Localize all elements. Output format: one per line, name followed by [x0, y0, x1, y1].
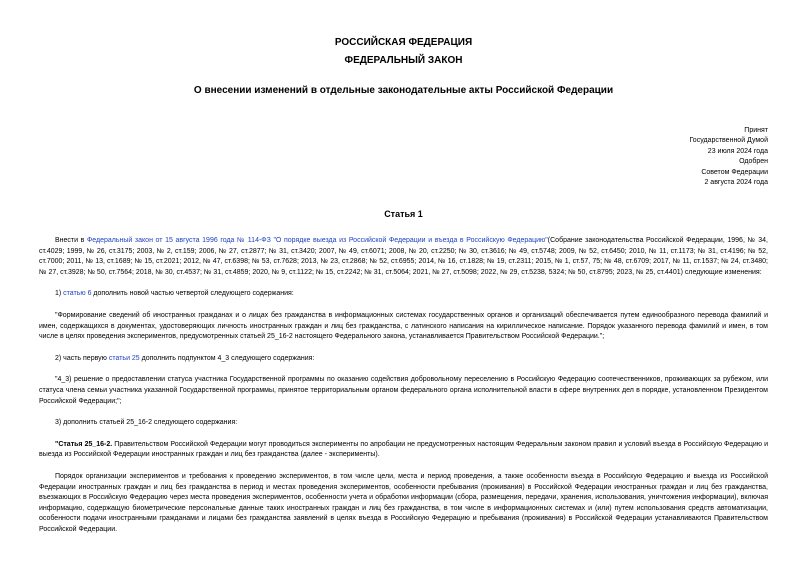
article-heading: Статья 1	[384, 209, 423, 219]
approved-date: 2 августа 2024 года	[704, 179, 768, 187]
paragraph-quote-3	[39, 440, 768, 461]
paragraph-item-3: 3) дополнить статьей 25_16-2 следующего содержания:	[55, 419, 238, 427]
accepted-date: 23 июля 2024 года	[707, 147, 768, 155]
accepted-by-duma: Государственной Думой	[689, 137, 768, 145]
paragraph-intro	[39, 236, 768, 278]
intro-rest: (Собрание законодательства Российской Федерации, 1996, № 34, ст.4029; 1999, № 26, ст.3175; 2003, № 2, ст.159; 2006, № 27, ст.2877; № 31, ст.3420; 2007, № 49, ст.6071; 2008, № 20, ст.2250; № 30, ст.3616; № 49, ст.5748; 2009, № 52, ст.6450; 2010, № 11, ст.1173; № 31, ст.4196; № 52, ст.7000; 2011, № 13, ст.1689; № 15, ст.2021; 2012, № 47, ст.6398; № 53, ст.7628; 2013, № 23, ст.2868; № 52, ст.6955; 2014, № 16, ст.1828; № 19, ст.2311; 2015, № 1, ст.57, 75; № 48, ст.6709; 2017, № 11, ст.1537; № 24, ст.3480; № 27, ст.3928; № 50, ст.7564; 2018, № 30, ст.4537; № 31, ст.4859; 2020, № 9, ст.1122; № 15, ст.2242; № 31, ст.5064; 2021, № 27, ст.5098; 2022, № 29, ст.5238, 5324; № 50, ст.8795; 2023, № 25, ст.4401) следующие изменения:	[39, 237, 768, 276]
item1-prefix: 1)	[55, 290, 64, 298]
paragraph-item-2	[39, 354, 768, 365]
item1-rest: дополнить новой частью четвертой следующего содержания:	[91, 290, 294, 298]
paragraph-procedure: Порядок организации экспериментов и требования к проведению экспериментов, в том числе цели, места и период проведения, а также особенности въезда в Российскую Федерацию и выезда из Российской Федерации иностранных граждан и лиц без гражданства в период и местах проведения экспериментов, особенности пребывания (проживания) в Российской Федерации иностранных граждан и лиц без гражданства, въезжающих в Российскую Федерацию через места проведения экспериментов, особенности учета и обработки информации (сбора, размещения, передачи, хранения, использования, уничтожения информации), включая информацию, содержащую биометрические персональные данные таких иностранных граждан и лиц без гражданства, в том числе в информационных системах и (или) путем использования средств автоматизации, особенности подачи иностранными гражданами и лицами без гражданства заявлений в целях въезда в Российскую Федерацию и пребывания (проживания) в Российской Федерации устанавливаются Правительством Российской Федерации.	[39, 472, 768, 533]
approved-line: Одобрен	[739, 158, 768, 166]
federation-heading: РОССИЙСКАЯ ФЕДЕРАЦИЯ	[334, 37, 473, 48]
item2-rest: дополнить подпунктом 4_3 следующего содержания:	[139, 354, 315, 362]
federal-law-link[interactable]: Федеральный закон от 15 августа 1996 года № 114-ФЗ "О порядке выезда из Российской Федерации и въезда в Российскую Федерацию"	[86, 237, 548, 244]
article-body	[39, 236, 768, 546]
approved-by-council: Советом Федерации	[701, 168, 768, 176]
paragraph-quote-1: "Формирование сведений об иностранных гражданах и о лицах без гражданства в информационных системах государственных органов и организаций обеспечивается путем единообразного перевода фамилий и имен, содержащихся в документах, удостоверяющих личность иностранных граждан и лиц без гражданства, с латинского написания на кириллическое написание. Порядок указанного перевода фамилий и имен, в том числе в целях проведения экспериментов, предусмотренных статьей 25_16-2 настоящего Федерального закона, устанавливается Правительством Российской Федерации.";	[39, 311, 768, 341]
law-type-heading: ФЕДЕРАЛЬНЫЙ ЗАКОН	[344, 55, 463, 66]
accepted-line: Принят	[744, 127, 768, 134]
paragraph-quote-2: "4_3) решение о предоставлении статуса участника Государственной программы по оказанию содействия добровольному переселению в Российскую Федерацию соотечественников, проживающих за рубежом, или статуса члена семьи участника указанной Государственной программы, принятое территориальным органом федерального органа исполнительной власти в сфере внутренних дел в порядке, установленном Президентом Российской Федерации;";	[39, 376, 768, 405]
item2-prefix: 2) часть первую	[55, 354, 109, 362]
article-25-16-2-label: "Статья 25_16-2.	[55, 440, 113, 448]
law-title: О внесении изменений в отдельные законодательные акты Российской Федерации	[193, 85, 614, 96]
article-6-link[interactable]: статью 6	[63, 290, 92, 298]
paragraph-item-1	[39, 289, 768, 300]
intro-prefix: Внести в	[55, 237, 87, 244]
acceptance-block	[689, 126, 768, 188]
article-25-link[interactable]: статьи 25	[108, 354, 140, 362]
quote3-rest: Правительством Российской Федерации могут проводиться эксперименты по апробации не предусмотренных настоящим Федеральным законом правил и условий въезда в Российскую Федерацию и выезда из Российской Федерации иностранных граждан и лиц без гражданства (далее - эксперименты).	[39, 440, 768, 459]
